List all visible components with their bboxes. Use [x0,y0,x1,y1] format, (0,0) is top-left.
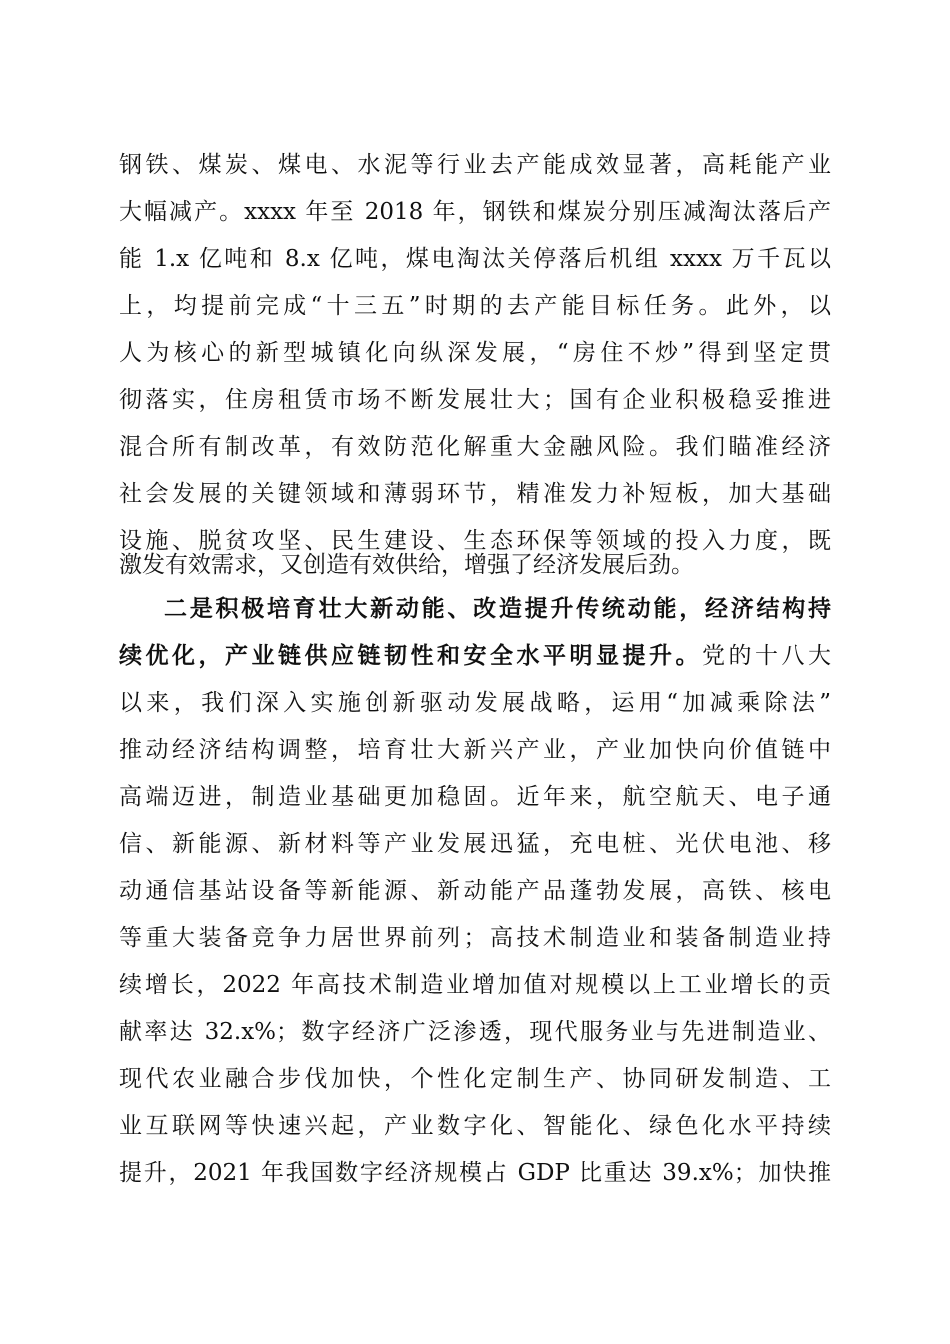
paragraph-2-line-7: 动通信基站设备等新能源、新动能产品蓬勃发展，高铁、核电 [119,878,831,904]
paragraph-1-line-2: 大幅减产。xxxx 年至 2018 年，钢铁和煤炭分别压减淘汰落后产 [119,199,831,225]
paragraph-1-line-7: 混合所有制改革，有效防范化解重大金融风险。我们瞄准经济 [119,434,831,460]
paragraph-1-line-5: 人为核心的新型城镇化向纵深发展，“房住不炒”得到坚定贯 [119,340,831,366]
paragraph-2-line-6: 信、新能源、新材料等产业发展迅猛，充电桩、光伏电池、移 [119,831,831,857]
paragraph-1-line-8: 社会发展的关键领域和薄弱环节，精准发力补短板，加大基础 [119,481,831,507]
paragraph-2-line-8: 等重大装备竞争力居世界前列；高技术制造业和装备制造业持 [119,925,831,951]
paragraph-1-line-9: 设施、脱贫攻坚、民生建设、生态环保等领域的投入力度，既 [119,528,831,554]
paragraph-2-heading-line-2: 续优化，产业链供应链韧性和安全水平明显提升。 [119,642,702,669]
paragraph-2-line-2-rest: 党的十八大 [702,643,831,669]
paragraph-2-line-9: 续增长，2022 年高技术制造业增加值对规模以上工业增长的贡 [119,972,831,998]
paragraph-1-line-10: 激发有效需求，又创造有效供给，增强了经济发展后劲。 [119,552,694,578]
paragraph-1-line-4: 上，均提前完成“十三五”时期的去产能目标任务。此外，以 [119,293,831,319]
paragraph-2-line-10: 献率达 32.x%；数字经济广泛渗透，现代服务业与先进制造业、 [119,1019,831,1045]
paragraph-1-line-6: 彻落实，住房租赁市场不断发展壮大；国有企业积极稳妥推进 [119,387,831,413]
paragraph-2-heading-line-1: 二是积极培育壮大新动能、改造提升传统动能，经济结构持 [164,595,831,622]
paragraph-2-line-13: 提升，2021 年我国数字经济规模占 GDP 比重达 39.x%；加快推 [119,1160,831,1186]
paragraph-2-line-12: 业互联网等快速兴起，产业数字化、智能化、绿色化水平持续 [119,1113,831,1139]
paragraph-2-line-11: 现代农业融合步伐加快，个性化定制生产、协同研发制造、工 [119,1066,831,1092]
paragraph-1-line-1: 钢铁、煤炭、煤电、水泥等行业去产能成效显著，高耗能产业 [119,152,831,178]
paragraph-2-line-5: 高端迈进，制造业基础更加稳固。近年来，航空航天、电子通 [119,784,831,810]
paragraph-2-line-3: 以来，我们深入实施创新驱动发展战略，运用“加减乘除法” [119,690,831,716]
paragraph-2-line-4: 推动经济结构调整，培育壮大新兴产业，产业加快向价值链中 [119,737,831,763]
paragraph-1-line-3: 能 1.x 亿吨和 8.x 亿吨，煤电淘汰关停落后机组 xxxx 万千瓦以 [119,246,831,272]
paragraph-2-line-2 [119,636,831,676]
